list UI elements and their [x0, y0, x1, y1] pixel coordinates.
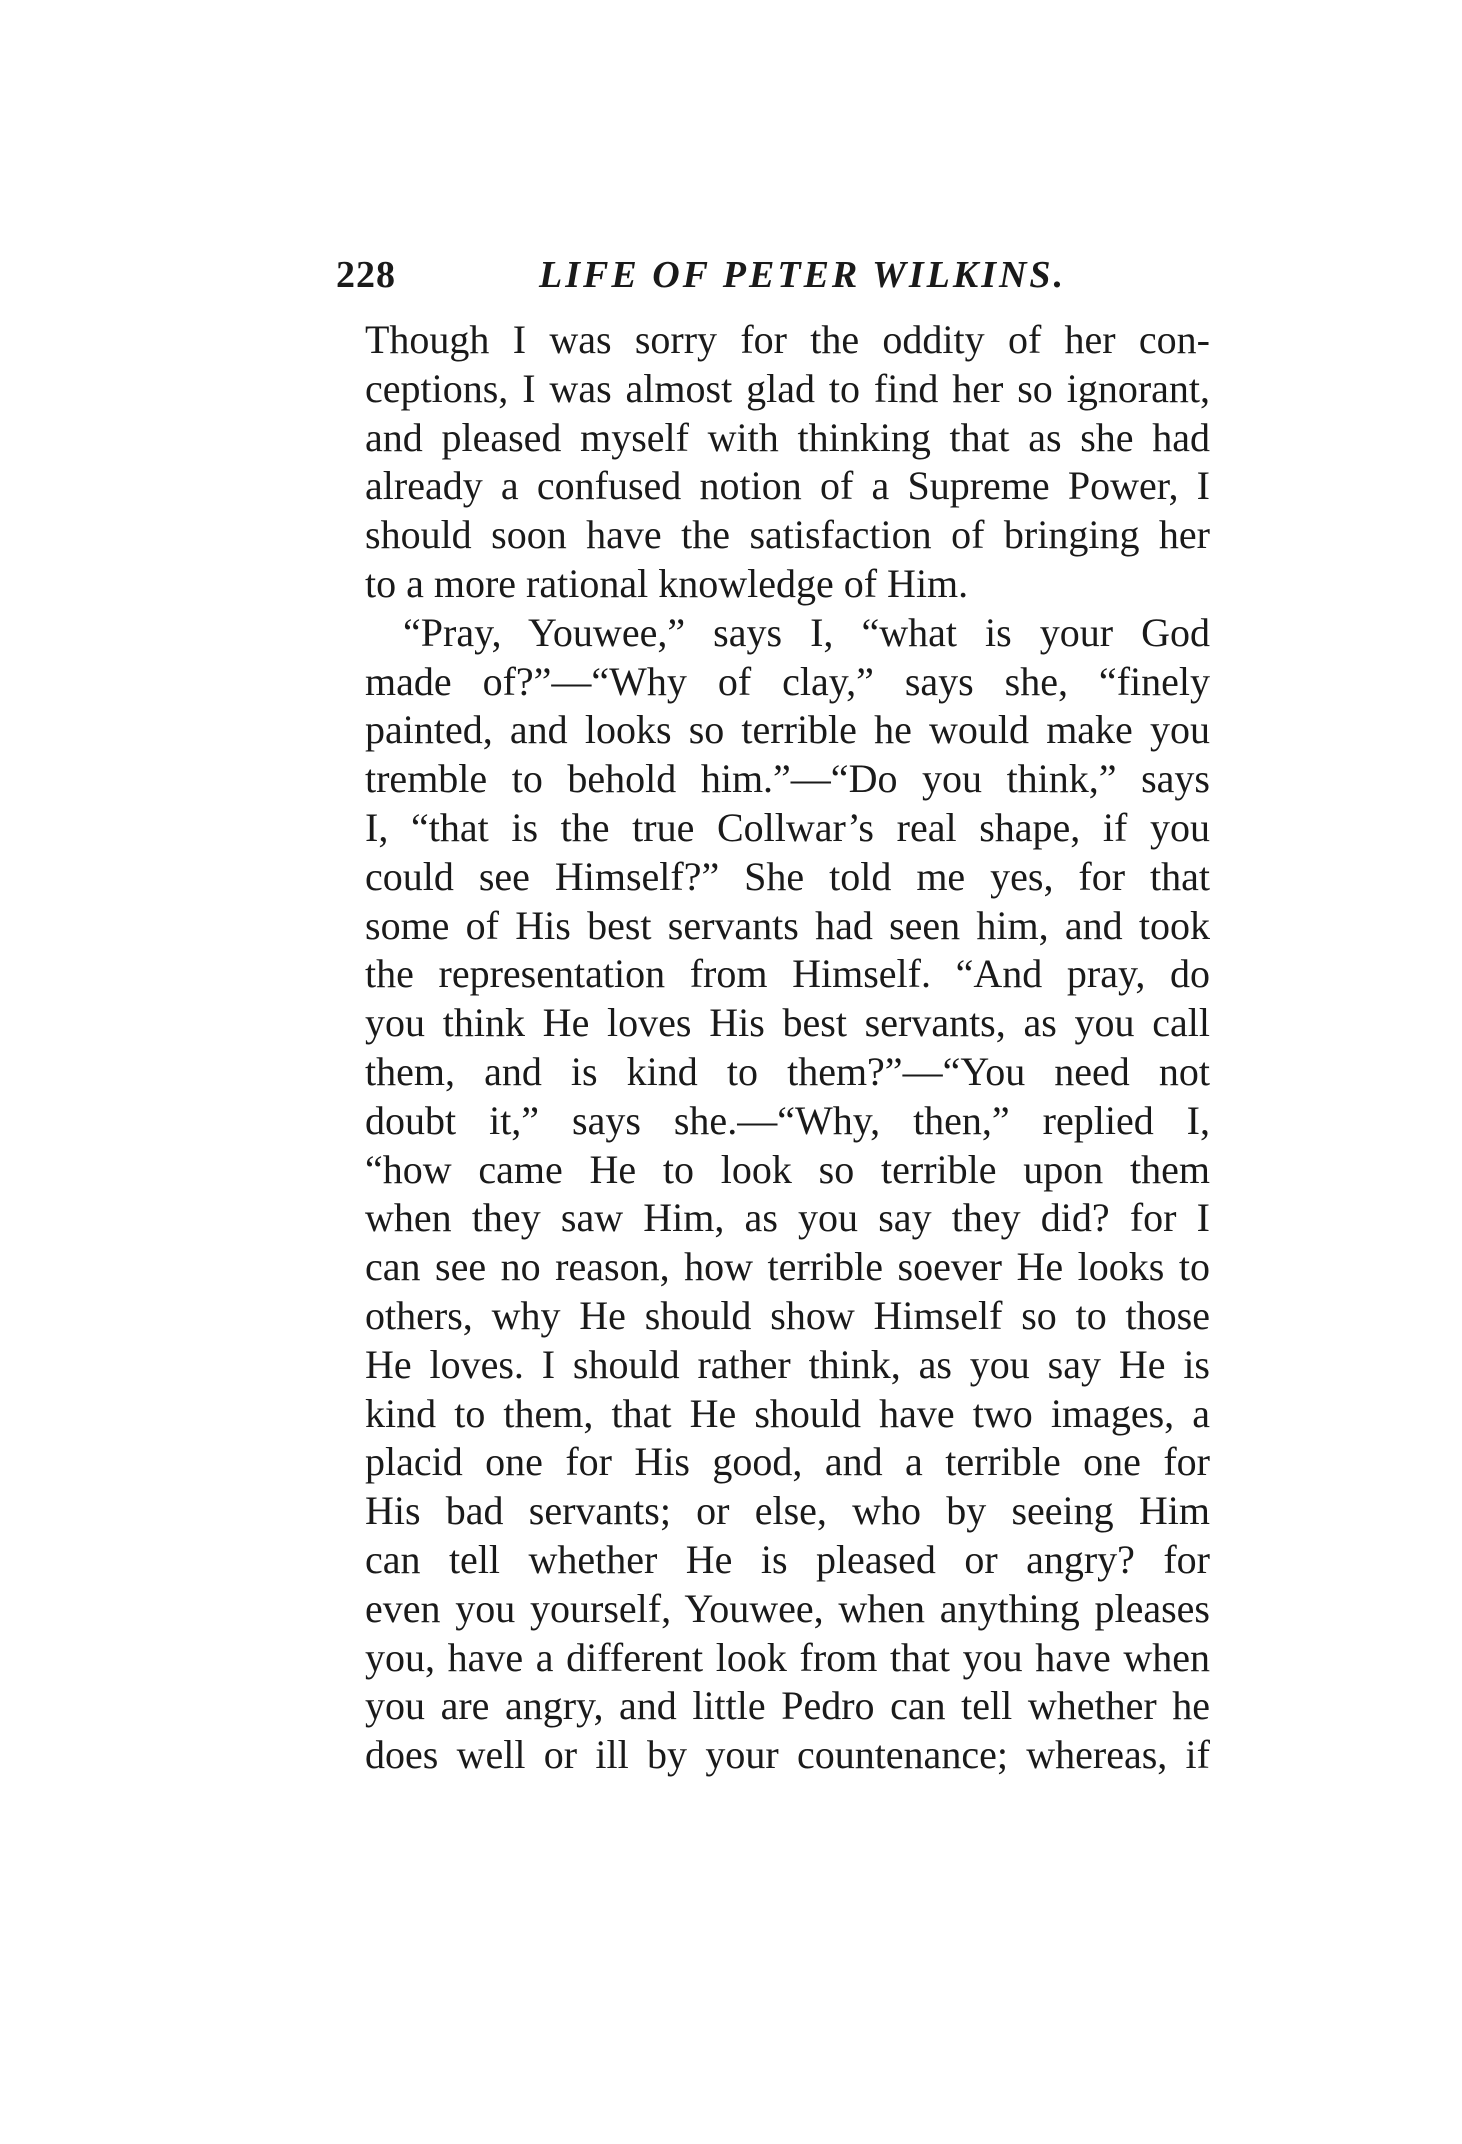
text-line: ceptions, I was almost glad to find her so ignorant,: [365, 365, 1210, 411]
text-line: I, “that is the true Collwar’s real shape, if you: [365, 804, 1210, 850]
text-line: when they saw Him, as you say they did? for I: [365, 1195, 1210, 1241]
text-line: doubt it,” says she.—“Why, then,” replied I,: [365, 1097, 1210, 1143]
text-line: placid one for His good, and a terrible one for: [365, 1439, 1210, 1485]
text-line: painted, and looks so terrible he would make you: [365, 707, 1210, 753]
text-line: the representation from Himself. “And pray, do: [365, 951, 1210, 997]
text-line: tremble to behold him.”—“Do you think,” says: [365, 756, 1210, 802]
text-line: even you yourself, Youwee, when anything pleases: [365, 1585, 1210, 1631]
text-line: “Pray, Youwee,” says I, “what is your God: [403, 609, 1210, 655]
text-line: you are angry, and little Pedro can tell whether he: [365, 1683, 1210, 1729]
text-line: He loves. I should rather think, as you say He is: [365, 1341, 1210, 1387]
page-number: 228: [336, 254, 396, 296]
text-line: made of?”—“Why of clay,” says she, “finely: [365, 658, 1210, 704]
text-line: “how came He to look so terrible upon them: [365, 1146, 1210, 1192]
text-line: them, and is kind to them?”—“You need not: [365, 1048, 1210, 1094]
paragraph-2: [365, 609, 1210, 1780]
text-line: some of His best servants had seen him, and took: [365, 902, 1210, 948]
running-head: [336, 250, 1206, 300]
text-line: others, why He should show Himself so to those: [365, 1292, 1210, 1338]
text-line: does well or ill by your countenance; whereas, if: [365, 1732, 1210, 1778]
text-line: can see no reason, how terrible soever He looks to: [365, 1244, 1210, 1290]
text-line: already a confused notion of a Supreme Power, I: [365, 463, 1210, 509]
text-line: Though I was sorry for the oddity of her con-: [365, 317, 1210, 362]
text-line: could see Himself?” She told me yes, for that: [365, 853, 1210, 899]
text-line: and pleased myself with thinking that as she had: [365, 414, 1210, 460]
text-line: you, have a different look from that you have when: [365, 1634, 1210, 1680]
body-text: [365, 316, 1210, 1780]
text-line: you think He loves His best servants, as you call: [365, 1000, 1210, 1046]
running-title: LIFE OF PETER WILKINS.: [539, 254, 1067, 296]
text-line: should soon have the satisfaction of bringing her: [365, 512, 1210, 558]
text-line: His bad servants; or else, who by seeing Him: [365, 1488, 1210, 1534]
text-line: can tell whether He is pleased or angry? for: [365, 1536, 1210, 1582]
paragraph-1: [365, 316, 1210, 609]
text-line: kind to them, that He should have two images, a: [365, 1390, 1210, 1436]
text-line: to a more rational knowledge of Him.: [365, 560, 969, 606]
